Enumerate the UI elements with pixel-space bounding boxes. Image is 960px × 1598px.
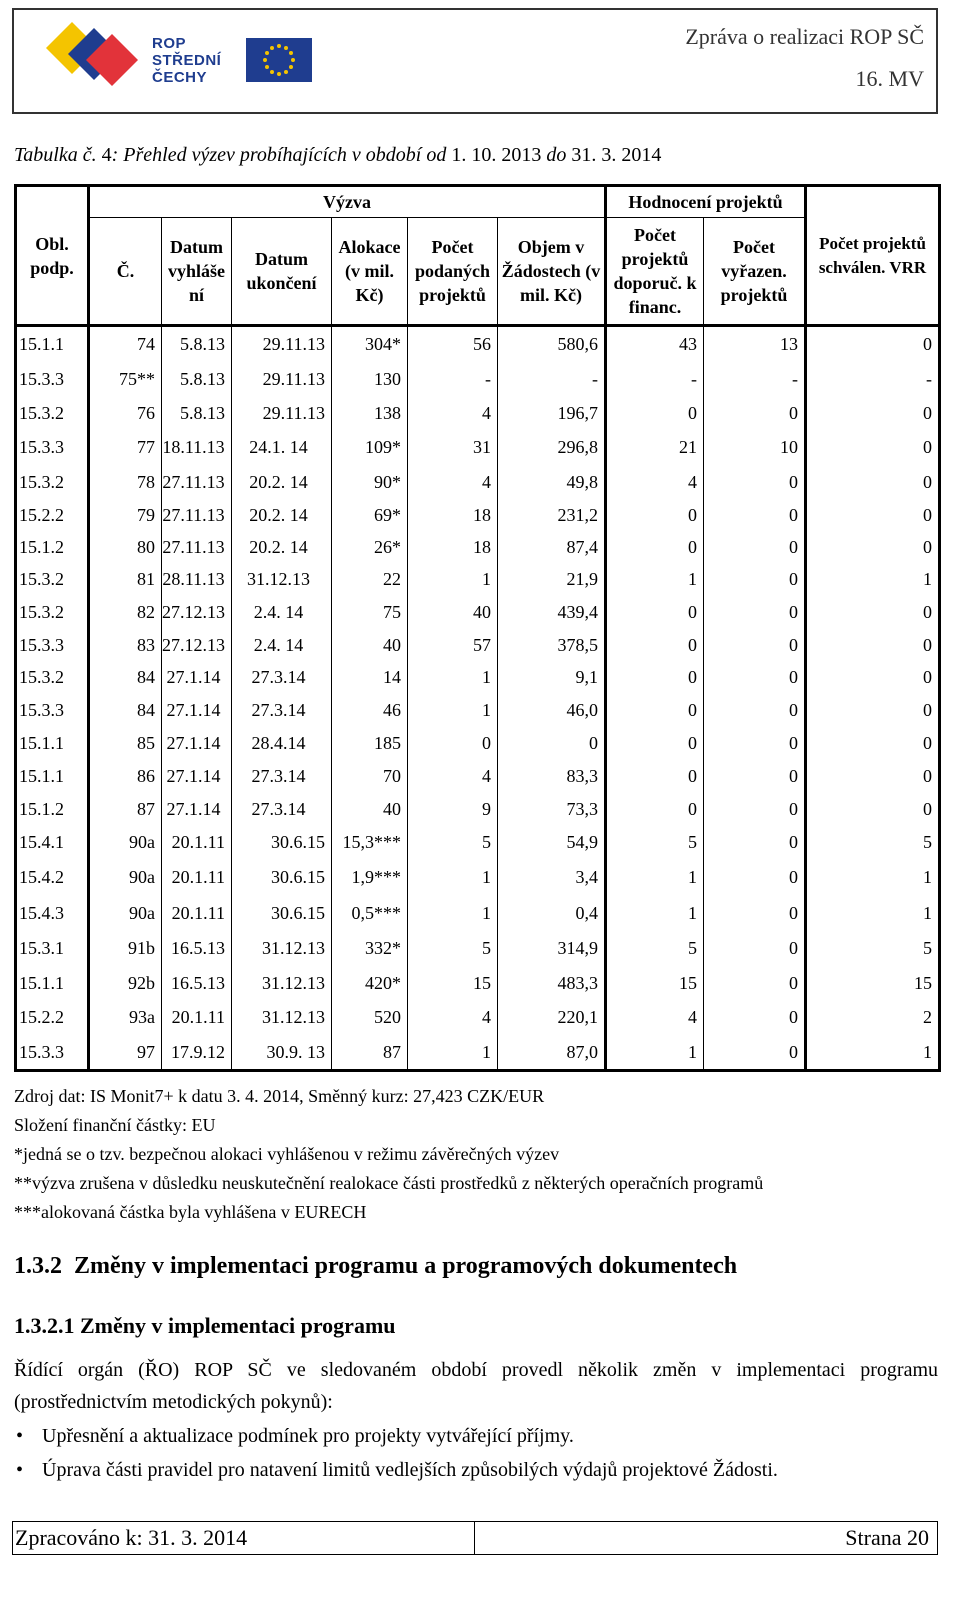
- table-row: [16, 596, 940, 629]
- table-cell: 15.3.2: [16, 465, 89, 499]
- table-cell: 15.1.2: [16, 531, 89, 563]
- report-title: Zpráva o realizaci ROP SČ: [685, 24, 924, 49]
- table-cell: 27.3.14: [232, 694, 332, 727]
- table-cell: 5: [806, 931, 940, 966]
- table-cell: 83,3: [498, 760, 606, 793]
- table-cell: 27.11.13: [162, 531, 232, 563]
- table-cell: 0: [704, 531, 806, 563]
- bullet-item: • Úprava části pravidel pro natavení limitů vedlejších způsobilých výdajů projektové Žádosti.: [14, 1453, 778, 1487]
- table-row: [16, 966, 940, 1000]
- logo-line-3: ČECHY: [152, 69, 208, 86]
- table-cell: 15.1.1: [16, 966, 89, 1000]
- table-cell: 0: [606, 760, 704, 793]
- table-cell: 0: [704, 760, 806, 793]
- table-cell: 5: [806, 826, 940, 859]
- table-cell: 81: [89, 563, 162, 596]
- table-cell: 9,1: [498, 661, 606, 694]
- header-doporuc: Počet projektů doporuč. k financ.: [606, 218, 704, 326]
- table-cell: 0: [806, 793, 940, 826]
- table-row: [16, 859, 940, 896]
- note-asterisk-3: ***alokovaná částka byla vyhlášena v EURECH: [14, 1202, 367, 1222]
- table-cell: 0: [806, 727, 940, 760]
- table-cell: 93a: [89, 1000, 162, 1035]
- table-cell: 439,4: [498, 596, 606, 629]
- table-cell: 18: [408, 531, 498, 563]
- table-cell: 69*: [332, 499, 408, 531]
- table-cell: 5.8.13: [162, 362, 232, 396]
- table-cell: 27.3.14: [232, 661, 332, 694]
- table-cell: 54,9: [498, 826, 606, 859]
- table-cell: 3,4: [498, 859, 606, 896]
- table-cell: 0,4: [498, 896, 606, 931]
- table-cell: 0: [806, 694, 940, 727]
- table-cell: 4: [408, 1000, 498, 1035]
- table-cell: 0: [806, 499, 940, 531]
- table-cell: 15,3***: [332, 826, 408, 859]
- header-c: Č.: [89, 218, 162, 326]
- rop-logo: [42, 18, 312, 102]
- table-cell: 1: [606, 1035, 704, 1071]
- table-cell: 5: [606, 826, 704, 859]
- table-cell: 332*: [332, 931, 408, 966]
- table-cell: 0: [704, 661, 806, 694]
- table-cell: 0: [806, 465, 940, 499]
- table-cell: 15.1.2: [16, 793, 89, 826]
- table-cell: 56: [408, 326, 498, 363]
- table-cell: 0: [704, 826, 806, 859]
- table-row: [16, 694, 940, 727]
- table-cell: 27.1.14: [162, 727, 232, 760]
- table-cell: 138: [332, 396, 408, 430]
- table-row: [16, 465, 940, 499]
- table-cell: 0: [606, 499, 704, 531]
- table-cell: 15.1.1: [16, 727, 89, 760]
- table-cell: 29.11.13: [232, 362, 332, 396]
- header-ukonceni: Datum ukončení: [232, 218, 332, 326]
- table-cell: 109*: [332, 430, 408, 465]
- table-cell: 90*: [332, 465, 408, 499]
- table-cell: 0: [704, 499, 806, 531]
- table-cell: 21: [606, 430, 704, 465]
- table-cell: 0: [606, 694, 704, 727]
- table-cell: 27.11.13: [162, 499, 232, 531]
- table-cell: 15: [806, 966, 940, 1000]
- table-cell: 20.1.11: [162, 1000, 232, 1035]
- table-cell: 4: [408, 396, 498, 430]
- footer-date: Zpracováno k: 31. 3. 2014: [13, 1522, 475, 1554]
- table-cell: 304*: [332, 326, 408, 363]
- table-cell: 91b: [89, 931, 162, 966]
- table-cell: 15.3.3: [16, 629, 89, 661]
- table-cell: 4: [408, 465, 498, 499]
- table-cell: 0: [704, 563, 806, 596]
- table-cell: 76: [89, 396, 162, 430]
- table-cell: 1: [408, 1035, 498, 1071]
- header-vyhlaseni: Datum vyhláše ní: [162, 218, 232, 326]
- table-cell: 13: [704, 326, 806, 363]
- table-cell: 28.11.13: [162, 563, 232, 596]
- table-cell: 27.1.14: [162, 793, 232, 826]
- table-cell: 43: [606, 326, 704, 363]
- table-cell: 1: [806, 563, 940, 596]
- table-row: [16, 499, 940, 531]
- table-cell: 20.2. 14: [232, 465, 332, 499]
- table-cell: 24.1. 14: [232, 430, 332, 465]
- table-cell: 15: [408, 966, 498, 1000]
- table-cell: 15.3.2: [16, 596, 89, 629]
- table-cell: 75: [332, 596, 408, 629]
- table-cell: 0: [606, 793, 704, 826]
- table-cell: 15: [606, 966, 704, 1000]
- table-cell: 0: [806, 760, 940, 793]
- table-cell: 22: [332, 563, 408, 596]
- table-cell: 87,4: [498, 531, 606, 563]
- table-cell: 40: [332, 793, 408, 826]
- table-cell: 17.9.12: [162, 1035, 232, 1071]
- table-cell: 92b: [89, 966, 162, 1000]
- table-cell: 15.4.3: [16, 896, 89, 931]
- table-cell: 79: [89, 499, 162, 531]
- table-row: [16, 531, 940, 563]
- table-cell: 0: [606, 396, 704, 430]
- table-cell: 5.8.13: [162, 396, 232, 430]
- table-cell: 29.11.13: [232, 396, 332, 430]
- table-cell: 0: [704, 966, 806, 1000]
- table-cell: 31.12.13: [232, 1000, 332, 1035]
- table-cell: 0: [498, 727, 606, 760]
- table-cell: 46,0: [498, 694, 606, 727]
- table-cell: 20.2. 14: [232, 499, 332, 531]
- table-row: [16, 793, 940, 826]
- page-header: [12, 8, 938, 114]
- table-cell: -: [606, 362, 704, 396]
- table-body: [16, 326, 940, 1071]
- table-cell: 0: [704, 1000, 806, 1035]
- table-row: [16, 931, 940, 966]
- report-subtitle: 16. MV: [855, 66, 924, 91]
- eu-flag-icon: [246, 38, 312, 82]
- header-obl: Obl. podp.: [16, 186, 89, 326]
- table-cell: 378,5: [498, 629, 606, 661]
- table-cell: 0: [704, 629, 806, 661]
- table-cell: 5.8.13: [162, 326, 232, 363]
- table-cell: 1: [606, 563, 704, 596]
- table-cell: 520: [332, 1000, 408, 1035]
- section-heading: 1.3.2 Změny v implementaci programu a programových dokumentech: [14, 1253, 738, 1279]
- table-cell: 0: [704, 694, 806, 727]
- table-cell: 10: [704, 430, 806, 465]
- table-cell: 231,2: [498, 499, 606, 531]
- note-asterisk-1: *jedná se o tzv. bezpečnou alokaci vyhlášenou v režimu závěrečných výzev: [14, 1144, 560, 1164]
- table-cell: 20.2. 14: [232, 531, 332, 563]
- calls-table: [14, 184, 941, 1072]
- table-cell: 0: [806, 531, 940, 563]
- table-cell: 31.12.13: [232, 966, 332, 1000]
- table-cell: 80: [89, 531, 162, 563]
- table-cell: 73,3: [498, 793, 606, 826]
- table-cell: 130: [332, 362, 408, 396]
- table-cell: 5: [408, 826, 498, 859]
- table-cell: 580,6: [498, 326, 606, 363]
- table-cell: 87,0: [498, 1035, 606, 1071]
- table-cell: 420*: [332, 966, 408, 1000]
- table-cell: 30.9. 13: [232, 1035, 332, 1071]
- table-cell: 15.3.3: [16, 694, 89, 727]
- table-cell: 15.1.1: [16, 326, 89, 363]
- table-cell: 87: [89, 793, 162, 826]
- table-cell: 1: [408, 661, 498, 694]
- table-cell: 86: [89, 760, 162, 793]
- table-cell: 15.3.2: [16, 396, 89, 430]
- table-cell: 27.1.14: [162, 661, 232, 694]
- table-cell: 74: [89, 326, 162, 363]
- table-cell: 0: [806, 629, 940, 661]
- table-cell: 90a: [89, 859, 162, 896]
- subsection-heading: 1.3.2.1 Změny v implementaci programu: [14, 1313, 396, 1338]
- table-cell: 77: [89, 430, 162, 465]
- table-cell: 0: [704, 396, 806, 430]
- table-cell: 28.4.14: [232, 727, 332, 760]
- table-caption: Tabulka č. 4: Přehled výzev probíhajících v období od 1. 10. 2013 do 31. 3. 2014: [14, 144, 662, 166]
- table-cell: 483,3: [498, 966, 606, 1000]
- table-cell: 27.12.13: [162, 629, 232, 661]
- table-cell: 31.12.13: [232, 931, 332, 966]
- table-cell: 27.1.14: [162, 694, 232, 727]
- logo-line-2: STŘEDNÍ: [152, 52, 222, 69]
- table-cell: 0: [704, 896, 806, 931]
- table-cell: 196,7: [498, 396, 606, 430]
- table-cell: 20.1.11: [162, 859, 232, 896]
- table-cell: 20.1.11: [162, 826, 232, 859]
- table-row: [16, 727, 940, 760]
- table-cell: 27.11.13: [162, 465, 232, 499]
- table-row: [16, 1000, 940, 1035]
- header-objem: Objem v Žádostech (v mil. Kč): [498, 218, 606, 326]
- table-cell: 2: [806, 1000, 940, 1035]
- table-cell: 0: [606, 629, 704, 661]
- table-row: [16, 661, 940, 694]
- table-cell: 0: [704, 596, 806, 629]
- table-cell: 1: [806, 1035, 940, 1071]
- table-cell: 0: [704, 793, 806, 826]
- table-cell: 27.3.14: [232, 793, 332, 826]
- table-row: [16, 326, 940, 363]
- table-cell: 31.12.13: [232, 563, 332, 596]
- table-cell: 20.1.11: [162, 896, 232, 931]
- table-row: [16, 629, 940, 661]
- page-footer: [12, 1521, 938, 1555]
- table-cell: 314,9: [498, 931, 606, 966]
- table-cell: 1: [408, 896, 498, 931]
- table-cell: 5: [606, 931, 704, 966]
- table-cell: -: [408, 362, 498, 396]
- table-cell: 40: [408, 596, 498, 629]
- table-cell: 97: [89, 1035, 162, 1071]
- table-cell: 0: [806, 326, 940, 363]
- header-alokace: Alokace (v mil. Kč): [332, 218, 408, 326]
- table-cell: -: [704, 362, 806, 396]
- table-row: [16, 430, 940, 465]
- note-source: Zdroj dat: IS Monit7+ k datu 3. 4. 2014, Směnný kurz: 27,423 CZK/EUR: [14, 1086, 545, 1106]
- table-cell: 57: [408, 629, 498, 661]
- table-cell: 1: [606, 896, 704, 931]
- header-schvalen: Počet projektů schválen. VRR: [806, 186, 940, 326]
- table-row: [16, 396, 940, 430]
- table-cell: 84: [89, 661, 162, 694]
- table-cell: 0,5***: [332, 896, 408, 931]
- table-cell: 85: [89, 727, 162, 760]
- table-cell: 26*: [332, 531, 408, 563]
- table-cell: 15.3.3: [16, 362, 89, 396]
- footer-page: Strana 20: [845, 1525, 929, 1550]
- header-vyrazen: Počet vyřazen. projektů: [704, 218, 806, 326]
- table-cell: 15.3.2: [16, 661, 89, 694]
- table-cell: 15.2.2: [16, 499, 89, 531]
- table-cell: 0: [606, 596, 704, 629]
- table-cell: 90a: [89, 826, 162, 859]
- table-cell: 0: [606, 661, 704, 694]
- table-cell: 27.12.13: [162, 596, 232, 629]
- table-cell: 82: [89, 596, 162, 629]
- table-cell: 4: [606, 1000, 704, 1035]
- table-cell: 90a: [89, 896, 162, 931]
- note-composition: Složení finanční částky: EU: [14, 1115, 216, 1135]
- table-cell: 2.4. 14: [232, 596, 332, 629]
- table-cell: 15.2.2: [16, 1000, 89, 1035]
- table-cell: 84: [89, 694, 162, 727]
- table-cell: 0: [606, 727, 704, 760]
- table-cell: 4: [408, 760, 498, 793]
- table-cell: 21,9: [498, 563, 606, 596]
- table-cell: 0: [806, 430, 940, 465]
- table-cell: 40: [332, 629, 408, 661]
- header-hodnoceni: Hodnocení projektů: [606, 186, 806, 218]
- table-cell: 0: [606, 531, 704, 563]
- table-cell: -: [498, 362, 606, 396]
- table-row: [16, 760, 940, 793]
- table-cell: 0: [704, 727, 806, 760]
- table-cell: 46: [332, 694, 408, 727]
- table-cell: 1: [806, 896, 940, 931]
- table-cell: 0: [704, 1035, 806, 1071]
- table-cell: 15.3.3: [16, 1035, 89, 1071]
- table-cell: 16.5.13: [162, 931, 232, 966]
- table-cell: 29.11.13: [232, 326, 332, 363]
- table-row: [16, 826, 940, 859]
- table-cell: 14: [332, 661, 408, 694]
- table-cell: 15.3.3: [16, 430, 89, 465]
- table-cell: 1: [408, 563, 498, 596]
- table-cell: 18.11.13: [162, 430, 232, 465]
- table-row: [16, 362, 940, 396]
- table-cell: 2.4. 14: [232, 629, 332, 661]
- table-cell: 83: [89, 629, 162, 661]
- table-cell: 87: [332, 1035, 408, 1071]
- body-paragraph: Řídící orgán (ŘO) ROP SČ ve sledovaném období provedl několik změn v implementaci programu (prostřednictvím metodických pokynů):: [14, 1359, 938, 1413]
- table-row: [16, 563, 940, 596]
- logo-line-1: ROP: [152, 35, 187, 52]
- table-cell: 15.4.2: [16, 859, 89, 896]
- table-cell: 15.1.1: [16, 760, 89, 793]
- table-cell: 70: [332, 760, 408, 793]
- table-cell: 9: [408, 793, 498, 826]
- table-cell: 75**: [89, 362, 162, 396]
- table-cell: 31: [408, 430, 498, 465]
- table-cell: 15.4.1: [16, 826, 89, 859]
- table-row: [16, 1035, 940, 1071]
- table-cell: 18: [408, 499, 498, 531]
- table-cell: 1: [408, 859, 498, 896]
- table-cell: 27.1.14: [162, 760, 232, 793]
- table-cell: 220,1: [498, 1000, 606, 1035]
- table-cell: 0: [408, 727, 498, 760]
- table-cell: 0: [806, 661, 940, 694]
- table-cell: 49,8: [498, 465, 606, 499]
- table-cell: 1: [408, 694, 498, 727]
- table-cell: 15.3.2: [16, 563, 89, 596]
- table-cell: 1: [806, 859, 940, 896]
- table-row: [16, 896, 940, 931]
- table-cell: 1,9***: [332, 859, 408, 896]
- table-cell: -: [806, 362, 940, 396]
- table-cell: 4: [606, 465, 704, 499]
- table-cell: 27.3.14: [232, 760, 332, 793]
- header-vyzva: Výzva: [89, 186, 606, 218]
- table-cell: 0: [704, 931, 806, 966]
- bullet-item: • Upřesnění a aktualizace podmínek pro projekty vytvářející příjmy.: [14, 1419, 778, 1453]
- header-podanych: Počet podaných projektů: [408, 218, 498, 326]
- table-cell: 0: [806, 596, 940, 629]
- bullet-list: [14, 1419, 778, 1487]
- table-cell: 78: [89, 465, 162, 499]
- rop-logo-icon: [42, 18, 142, 102]
- table-cell: 5: [408, 931, 498, 966]
- table-notes: [14, 1082, 763, 1227]
- table-cell: 296,8: [498, 430, 606, 465]
- table-cell: 30.6.15: [232, 859, 332, 896]
- table-cell: 0: [806, 396, 940, 430]
- table-cell: 0: [704, 859, 806, 896]
- table-cell: 185: [332, 727, 408, 760]
- table-cell: 30.6.15: [232, 826, 332, 859]
- table-cell: 30.6.15: [232, 896, 332, 931]
- table-cell: 0: [704, 465, 806, 499]
- table-cell: 16.5.13: [162, 966, 232, 1000]
- table-cell: 15.3.1: [16, 931, 89, 966]
- table-cell: 1: [606, 859, 704, 896]
- note-asterisk-2: **výzva zrušena v důsledku neuskutečnění realokace části prostředků z některých operačních programů: [14, 1173, 764, 1193]
